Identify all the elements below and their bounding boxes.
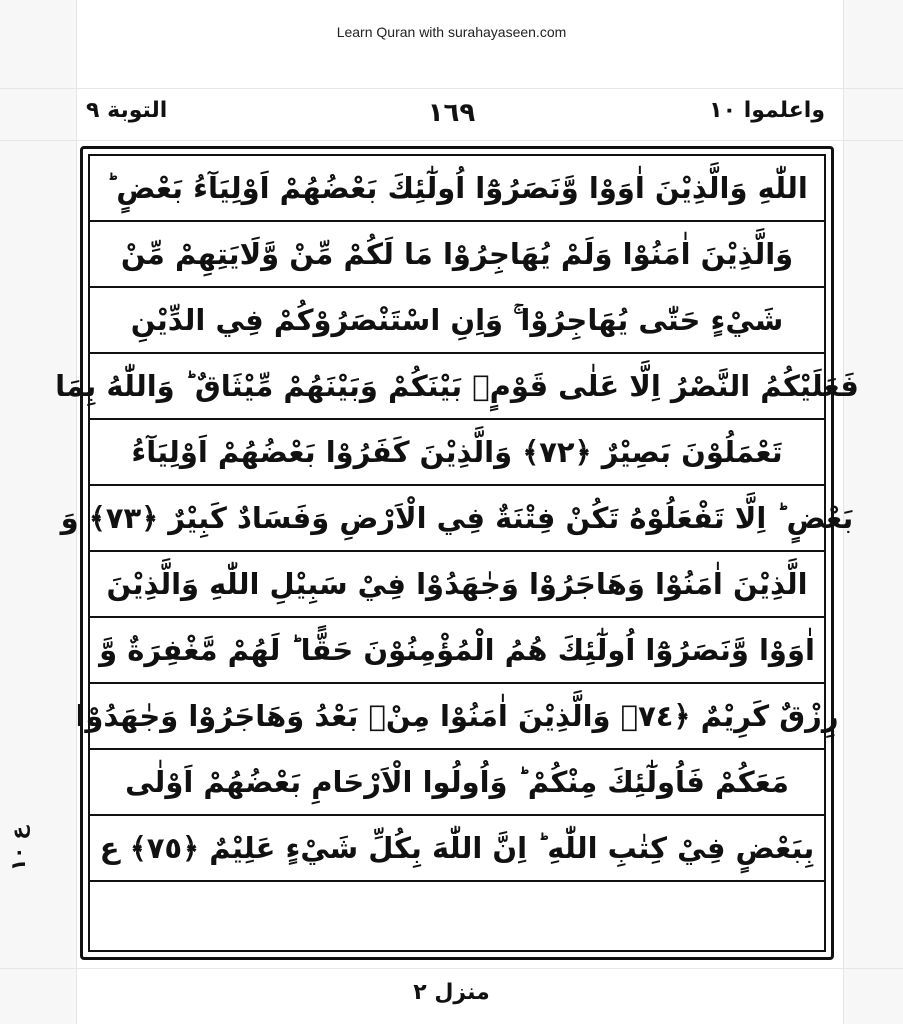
footer-rule (0, 968, 903, 969)
verse-line: اٰوَوْا وَّنَصَرُوْٓا اُولٰٓئِكَ هُمُ الْمُؤْمِنُوْنَ حَقًّا ؕ لَهُمْ مَّغْفِرَةٌ وَّ (99, 633, 815, 667)
verse-line: وَالَّذِيْنَ اٰمَنُوْا وَلَمْ يُهَاجِرُوْا مَا لَكُمْ مِّنْ وَّلَايَتِهِمْ مِّنْ (120, 237, 794, 271)
juz-name: واعلموا ١٠ (709, 98, 825, 123)
page-number: ١٦٩ (427, 98, 476, 128)
verse-line: الَّذِيْنَ اٰمَنُوْا وَهَاجَرُوْا وَجٰهَدُوْا فِيْ سَبِيْلِ اللّٰهِ وَالَّذِيْنَ (106, 567, 808, 601)
site-title: Learn Quran with surahayaseen.com (336, 24, 567, 40)
verse-line: مَعَكُمْ فَاُولٰٓئِكَ مِنْكُمْ ؕ وَاُولُوا الْاَرْحَامِ بَعْضُهُمْ اَوْلٰى (125, 765, 789, 799)
manzil-label: منزل ٢ (413, 980, 490, 1005)
text-frame-inner (55, 154, 859, 952)
verse-line: بَعْضٍ ؕ اِلَّا تَفْعَلُوْهُ تَكُنْ فِتْنَةٌ فِي الْاَرْضِ وَفَسَادٌ كَبِيْرٌ ﴿٧٣﴾ وَ (60, 501, 854, 535)
verse-line: فَعَلَيْكُمُ النَّصْرُ اِلَّا عَلٰى قَوْمٍۢ بَيْنَكُمْ وَبَيْنَهُمْ مِّيْثَاقٌ ؕ وَاللّٰهُ بِمَا (55, 369, 859, 403)
header-rule-bottom (0, 140, 903, 141)
header-rule-top (0, 88, 903, 89)
text-frame (55, 146, 859, 960)
verse-line: تَعْمَلُوْنَ بَصِيْرٌ ﴿٧٢﴾ وَالَّذِيْنَ كَفَرُوْا بَعْضُهُمْ اَوْلِيَآءُ (131, 435, 783, 469)
ruku-marker: ع ١٠ (6, 826, 30, 872)
verse-line: شَيْءٍ حَتّٰى يُهَاجِرُوْا ۚ وَاِنِ اسْتَنْصَرُوْكُمْ فِي الدِّيْنِ (130, 302, 784, 337)
verse-line: بِبَعْضٍ فِيْ كِتٰبِ اللّٰهِ ؕ اِنَّ اللّٰهَ بِكُلِّ شَيْءٍ عَلِيْمٌ ﴿٧٥﴾ ع (99, 831, 815, 865)
surah-name: التوبة ٩ (86, 98, 168, 123)
line-divider (90, 880, 824, 882)
verse-line: رِزْقٌ كَرِيْمٌ ﴿٧٤﴾ وَالَّذِيْنَ اٰمَنُوْا مِنْۢ بَعْدُ وَهَاجَرُوْا وَجٰهَدُوْا (75, 699, 839, 733)
verse-line: اللّٰهِ وَالَّذِيْنَ اٰوَوْا وَّنَصَرُوْٓا اُولٰٓئِكَ بَعْضُهُمْ اَوْلِيَآءُ بَعْضٍ ؕ (106, 171, 808, 205)
